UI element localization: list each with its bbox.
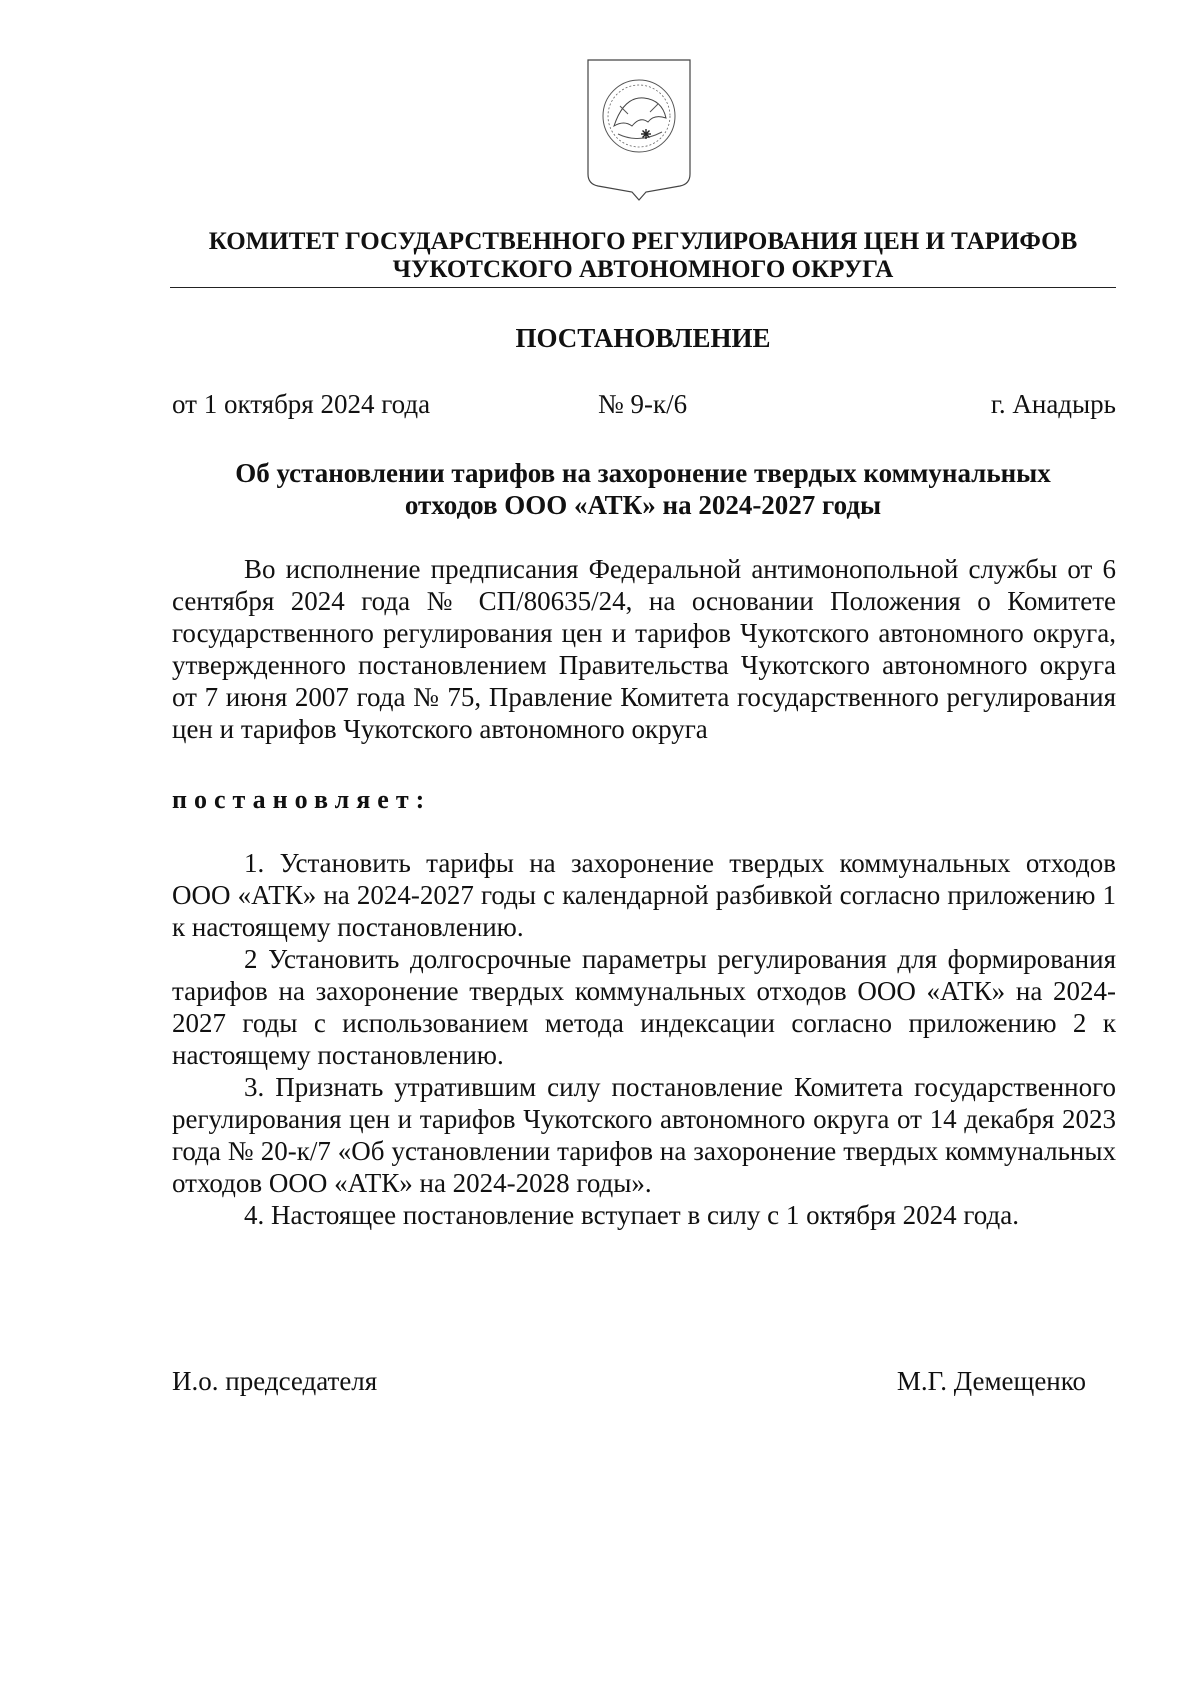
resolution-item-3: 3. Признать утратившим силу постановление Комитета государственного регулирования цен и тарифов Чукотского автономного округа от 14 декабря 2023 года № 20-к/7 «Об установлении тарифов на захоронение твердых коммунальных отходов ООО «АТК» на 2024-2028 годы». <box>172 1072 1116 1198</box>
document-subject <box>170 457 1116 521</box>
subject-line-2: отходов ООО «АТК» на 2024-2027 годы <box>404 490 882 520</box>
signatory-name: М.Г. Демещенко <box>896 1366 1086 1396</box>
committee-name-line-2: ЧУКОТСКОГО АВТОНОМНОГО ОКРУГА <box>392 256 894 283</box>
signature-block <box>172 1365 1086 1399</box>
header-divider <box>170 287 1116 288</box>
preamble-paragraph: Во исполнение предписания Федеральной антимонопольной службы от 6 сентября 2024 года № СП/80635/24, на основании Положения о Комитете государственного регулирования цен и тарифов Чукотского автономного округа, утвержденного постановлением Правительства Чукотского автономного округа от 7 июня 2007 года № 75, Правление Комитета государственного регулирования цен и тарифов Чукотского автономного округа <box>172 554 1116 744</box>
resolves-word: постановляет: <box>172 785 432 814</box>
committee-name-line-1: КОМИТЕТ ГОСУДАРСТВЕННОГО РЕГУЛИРОВАНИЯ ЦЕН И ТАРИФОВ <box>208 228 1078 255</box>
document-city: г. Анадырь <box>990 389 1116 419</box>
resolution-item-1: 1. Установить тарифы на захоронение твердых коммунальных отходов ООО «АТК» на 2024-2027 годы с календарной разбивкой согласно приложению 1 к настоящему постановлению. <box>172 848 1116 942</box>
signatory-role: И.о. председателя <box>172 1366 378 1396</box>
resolution-item-4: 4. Настоящее постановление вступает в силу с 1 октября 2024 года. <box>244 1200 1019 1230</box>
committee-name <box>170 228 1116 284</box>
resolution-item-2: 2 Установить долгосрочные параметры регулирования для формирования тарифов на захоронение твердых коммунальных отходов ООО «АТК» на 2024-2027 годы с использованием метода индексации согласно приложению 2 к настоящему постановлению. <box>172 944 1116 1070</box>
document-number: № 9-к/6 <box>598 389 688 419</box>
subject-line-1: Об установлении тарифов на захоронение твердых коммунальных <box>235 458 1051 488</box>
coat-of-arms-icon <box>584 56 694 202</box>
document-type: ПОСТАНОВЛЕНИЕ <box>515 323 771 353</box>
document-meta <box>172 388 1116 422</box>
document-date: от 1 октября 2024 года <box>172 389 431 419</box>
resolution-items <box>172 847 1116 1231</box>
